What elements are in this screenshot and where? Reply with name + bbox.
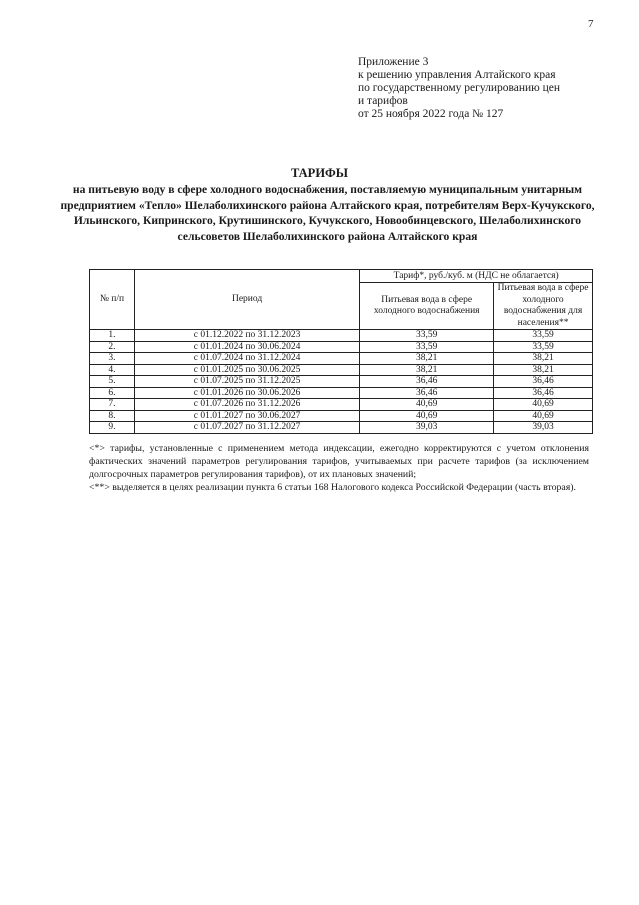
cell-tariff-1: 33,59 [360,341,494,353]
appendix-line: от 25 ноября 2022 года № 127 [358,108,504,120]
cell-tariff-1: 38,21 [360,364,494,376]
cell-num: 3. [90,353,135,365]
cell-tariff-1: 36,46 [360,376,494,388]
tariff-table [89,269,593,434]
page-number: 7 [588,18,594,30]
cell-period: с 01.07.2025 по 31.12.2025 [134,376,359,388]
cell-num: 2. [90,341,135,353]
cell-num: 1. [90,330,135,342]
footnote: <**> выделяется в целях реализации пункта 6 статьи 168 Налогового кодекса Российской Федерации (часть вторая). [89,482,576,493]
cell-period: с 01.07.2027 по 31.12.2027 [134,422,359,434]
cell-tariff-2: 39,03 [494,422,593,434]
table-row [90,341,593,353]
cell-num: 9. [90,422,135,434]
cell-tariff-1: 33,59 [360,330,494,342]
cell-period: с 01.01.2027 по 30.06.2027 [134,410,359,422]
table-row [90,364,593,376]
cell-num: 5. [90,376,135,388]
cell-num: 4. [90,364,135,376]
appendix-line: по государственному регулированию цен [358,82,561,94]
cell-tariff-2: 38,21 [494,364,593,376]
footnote: <*> тарифы, установленные с применением метода индексации, ежегодно корректируются с учетом отклонения фактических значений параметров регулирования тарифов, учитываемых при расчете тарифов (за исключением долгосрочных параметров регулирования тарифов), от их плановых значений; [89,443,589,480]
cell-tariff-1: 40,69 [360,399,494,411]
cell-tariff-2: 40,69 [494,399,593,411]
appendix-line: Приложение 3 [358,56,429,68]
cell-tariff-1: 38,21 [360,353,494,365]
header-tariff-group: Тариф*, руб./куб. м (НДС не облагается) [360,270,593,283]
header-num: № п/п [90,270,135,330]
cell-period: с 01.01.2025 по 30.06.2025 [134,364,359,376]
table-row [90,330,593,342]
cell-period: с 01.01.2024 по 30.06.2024 [134,341,359,353]
cell-period: с 01.07.2024 по 31.12.2024 [134,353,359,365]
table-row [90,422,593,434]
cell-tariff-2: 33,59 [494,330,593,342]
cell-tariff-2: 33,59 [494,341,593,353]
cell-period: с 01.07.2026 по 31.12.2026 [134,399,359,411]
header-tariff-2: Питьевая вода в сфере холодного водоснабжения для населения** [494,283,593,330]
cell-tariff-1: 40,69 [360,410,494,422]
table-row [90,387,593,399]
cell-tariff-1: 36,46 [360,387,494,399]
appendix-line: и тарифов [358,95,408,107]
footnotes [89,442,589,494]
cell-tariff-2: 38,21 [494,353,593,365]
cell-num: 8. [90,410,135,422]
cell-tariff-1: 39,03 [360,422,494,434]
header-period: Период [134,270,359,330]
appendix-line: к решению управления Алтайского края [358,69,556,81]
header-tariff-1: Питьевая вода в сфере холодного водоснабжения [360,283,494,330]
cell-num: 6. [90,387,135,399]
cell-tariff-2: 40,69 [494,410,593,422]
cell-period: с 01.01.2026 по 30.06.2026 [134,387,359,399]
table-row [90,376,593,388]
table-row [90,353,593,365]
cell-tariff-2: 36,46 [494,376,593,388]
cell-tariff-2: 36,46 [494,387,593,399]
tariff-table-body [90,330,593,434]
appendix-header [358,56,560,121]
table-row [90,410,593,422]
cell-period: с 01.12.2022 по 31.12.2023 [134,330,359,342]
document-subtitle: на питьевую воду в сфере холодного водоснабжения, поставляемую муниципальным унитарным предприятием «Тепло» Шелаболихинского района Алтайского края, потребителям Верх-Кучукского, Ильинского, Кипринского, Крутишинского, Кучукского, Новообинцевского, Шелаболихинского сельсоветов Шелаболихинского района Алтайского края [60,183,595,243]
cell-num: 7. [90,399,135,411]
document-title: ТАРИФЫ [290,166,349,180]
table-row [90,399,593,411]
